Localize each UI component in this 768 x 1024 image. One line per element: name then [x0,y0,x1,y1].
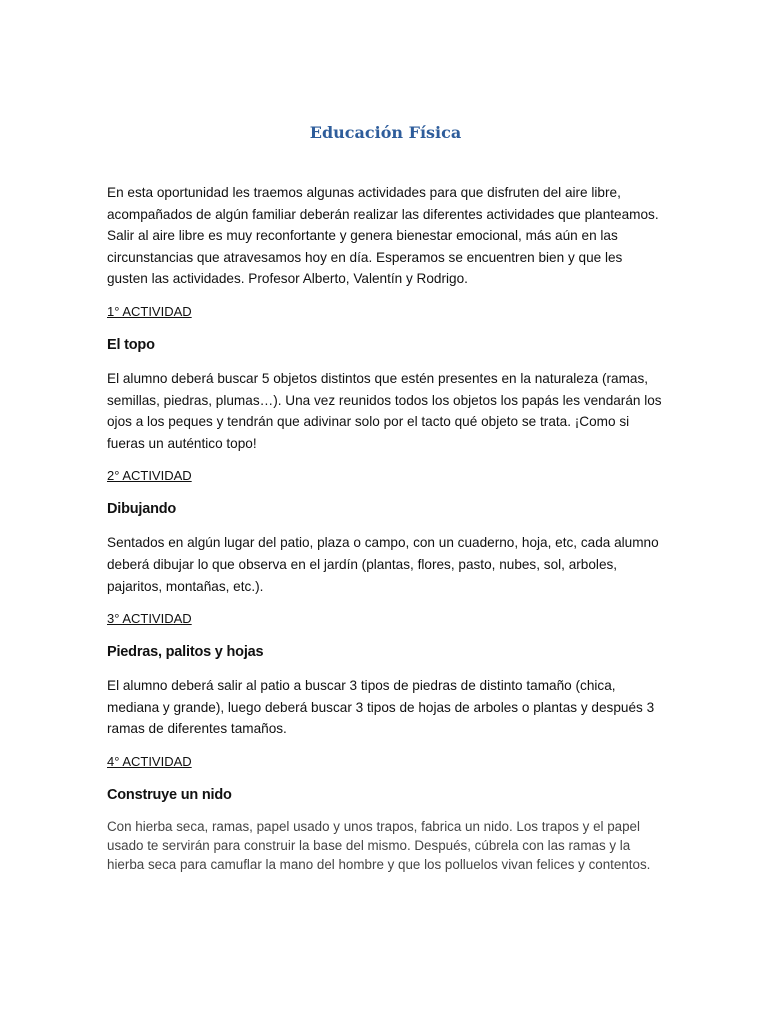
intro-paragraph: En esta oportunidad les traemos algunas actividades para que disfruten del aire libre, acompañados de algún familiar deberán realizar las diferentes actividades que planteamos. Salir al aire libre es muy reconfortante y genera bienestar emocional, más aún en las circunstancias que atravesamos hoy en día. Esperamos se encuentren bien y que les gusten las actividades. Profesor Alberto, Valentín y Rodrigo. [107,185,659,287]
activity-text: El alumno deberá buscar 5 objetos distintos que estén presentes en la naturaleza (ramas, semillas, piedras, plumas…). Una vez reunidos todos los objetos los papás les vendarán los ojos a los peques y tendrán que adivinar solo por el tacto qué objeto se trata. ¡Como si fueras un auténtico topo! [107,370,662,451]
activity-title: Construye un nido [107,786,232,803]
activity-text: Sentados en algún lugar del patio, plaza o campo, con un cuaderno, hoja, etc, cada alumno deberá dibujar lo que observa en el jardín (plantas, flores, pasto, nubes, sol, arboles, pajaritos, montañas, etc.). [107,535,659,594]
activity-title: Piedras, palitos y hojas [107,644,264,661]
activity-title: El topo [107,336,155,353]
document-title: Educación Física [309,123,462,142]
activity-3 [107,610,664,740]
activity-label: 3° ACTIVIDAD [107,611,192,627]
activity-2 [107,467,664,597]
activity-text: El alumno deberá salir al patio a buscar 3 tipos de piedras de distinto tamaño (chica, mediana y grande), luego deberá buscar 3 tipos de hojas de arboles o plantas y después 3 ramas de diferentes tamaños. [107,678,655,737]
activity-label: 2° ACTIVIDAD [107,468,192,484]
activity-label: 4° ACTIVIDAD [107,753,192,769]
activity-text: Con hierba seca, ramas, papel usado y unos trapos, fabrica un nido. Los trapos y el papel usado te servirán para construir la base del mismo. Después, cúbrela con las ramas y la hierba seca para camuflar la mano del hombre y que los polluelos vivan felices y contentos. [107,818,651,872]
activity-label: 1° ACTIVIDAD [107,303,192,319]
activity-4 [107,753,664,874]
activity-title: Dibujando [107,501,177,518]
activity-1 [107,303,664,454]
